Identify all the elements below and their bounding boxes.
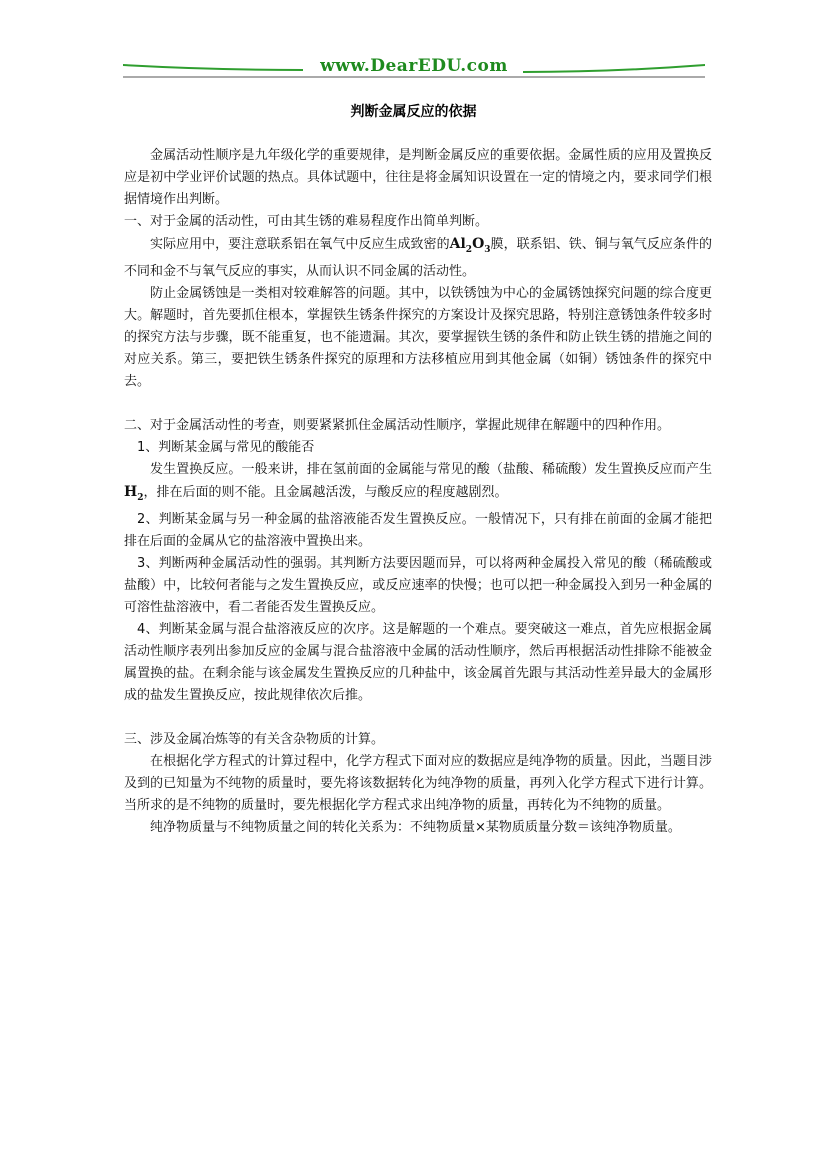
section-2-item-2: 2、判断某金属与另一种金属的盐溶液能否发生置换反应。一般情况下，只有排在前面的金属才能把排在后面的金属从它的盐溶液中置换出来。	[124, 511, 712, 549]
page-title: 判断金属反应的依据	[350, 104, 477, 120]
intro-paragraph: 金属活动性顺序是九年级化学的重要规律，是判断金属反应的重要依据。金属性质的应用及置换反应是初中学业评价试题的热点。具体试题中，往往是将金属知识设置在一定的情境之内，要求同学们根据情境作出判断。	[124, 148, 712, 207]
section-2-item-1-text-b: ，排在后面的则不能。且金属越活泼，与酸反应的程度越剧烈。	[143, 484, 508, 500]
site-header	[123, 52, 705, 82]
section-1-paragraph-2: 防止金属锈蚀是一类相对较难解答的问题。其中，以铁锈蚀为中心的金属锈蚀探究问题的综合度更大。解题时，首先要抓住根本，掌握铁生锈条件探究的方案设计及探究思路，特别注意锈蚀条件较多时的探究方法与步骤，既不能重复，也不能遗漏。其次，要掌握铁生锈的条件和防止铁生锈的措施之间的对应关系。第三，要把铁生锈条件探究的原理和方法移植应用到其他金属（如铜）锈蚀条件的探究中去。	[124, 285, 712, 389]
h2-formula: $H_2$	[124, 483, 144, 503]
section-2-item-4: 4、判断某金属与混合盐溶液反应的次序。这是解题的一个难点。要突破这一难点，首先应根据金属活动性顺序表列出参加反应的金属与混合盐溶液中金属的活动性顺序，然后再根据活动性排除不能被金属置换的盐。在剩余能与该金属发生置换反应的几种盐中，该金属首先跟与其活动性差异最大的金属形成的盐发生置换反应，按此规律依次后推。	[124, 621, 712, 703]
section-2-item-1-title: 1、判断某金属与常见的酸能否	[137, 439, 315, 455]
section-1-text-b: 膜，联系铝、铁、铜与氧气反应条件的不同和金不与氧气反应的事实，从而认识不同金属的活动性。	[124, 237, 712, 279]
spacer	[124, 707, 712, 729]
section-2-item-1-body	[124, 459, 712, 509]
section-3-paragraph-2: 纯净物质量与不纯物质量之间的转化关系为：不纯物质量×某物质质量分数＝该纯净物质量。	[150, 819, 681, 835]
site-logo[interactable]: www.DearEDU.com	[320, 56, 508, 76]
section-1-paragraph-1	[124, 233, 712, 283]
section-3-paragraph-1: 在根据化学方程式的计算过程中，化学方程式下面对应的数据应是纯净物的质量。因此，当题目涉及到的已知量为不纯物的质量时，要先将该数据转化为纯净物的质量，再列入化学方程式下进行计算。当所求的是不纯物的质量时，要先根据化学方程式求出纯净物的质量，再转化为不纯物的质量。	[124, 753, 712, 813]
al2o3-formula: $Al_2O_3$	[449, 236, 491, 255]
article-body	[124, 145, 712, 839]
section-2-item-3: 3、判断两种金属活动性的强弱。其判断方法要因题而异，可以将两种金属投入常见的酸（稀硫酸或盐酸）中，比较何者能与之发生置换反应，或反应速率的快慢；也可以把一种金属投入到另一种金属的可溶性盐溶液中，看二者能否发生置换反应。	[124, 555, 712, 615]
section-3-heading: 三、涉及金属冶炼等的有关含杂物质的计算。	[124, 731, 385, 747]
section-1-text-a: 实际应用中，要注意联系铝在氧气中反应生成致密的	[150, 237, 450, 252]
spacer	[124, 393, 712, 415]
section-2-item-1-text-a: 发生置换反应。一般来讲，排在氢前面的金属能与常见的酸（盐酸、稀硫酸）发生置换反应而产生	[150, 461, 712, 477]
section-2-heading: 二、对于金属活动性的考查，则要紧紧抓住金属活动性顺序，掌握此规律在解题中的四种作用。	[124, 417, 671, 433]
section-1-heading: 一、对于金属的活动性，可由其生锈的难易程度作出简单判断。	[124, 214, 489, 229]
